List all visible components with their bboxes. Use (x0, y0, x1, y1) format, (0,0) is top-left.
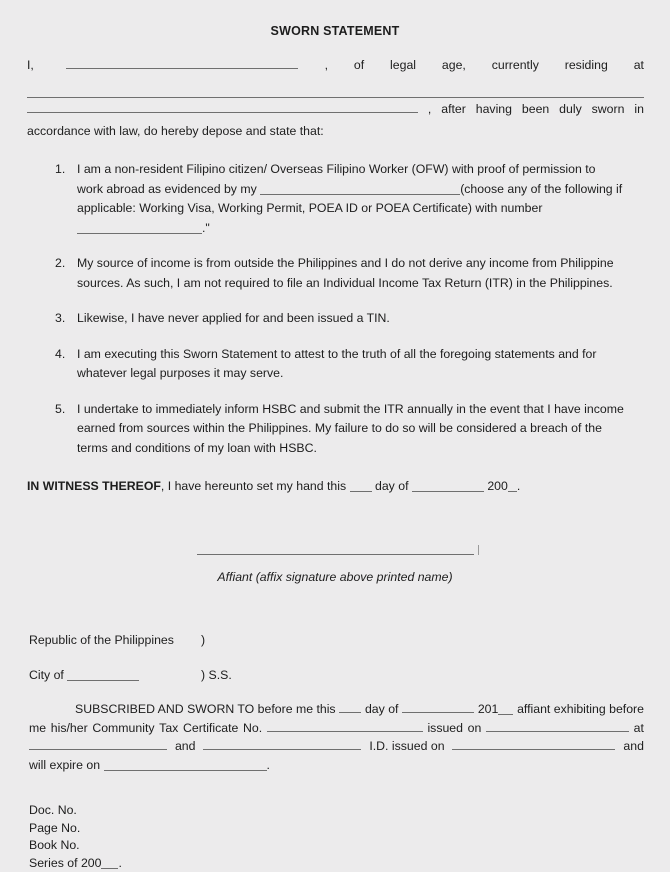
item-1-line-2 (77, 180, 644, 200)
jurat-line-2 (29, 719, 644, 738)
item-4-line-1: I am executing this Sworn Statement to attest to the truth of all the foregoing statements and for (77, 345, 644, 365)
city-blank[interactable] (67, 669, 139, 681)
doc-no-line: Doc. No. (29, 802, 644, 820)
witness-month-blank[interactable] (412, 480, 484, 492)
jurat-word-certificate: Certificate (183, 719, 238, 738)
city-label: City of (29, 668, 64, 682)
jurat-year-wrap (478, 700, 514, 719)
jurat-word-community: Community (92, 719, 154, 738)
item-4-line-2: whatever legal purposes it may serve. (77, 364, 644, 384)
intro-word-been: been (522, 98, 549, 120)
jurat-year-prefix: 201 (478, 702, 499, 716)
jurat-word-me: me (29, 719, 46, 738)
city-label-wrap (29, 665, 201, 685)
intro-closing-line: accordance with law, do hereby depose and state that: (27, 120, 644, 142)
notary-block (29, 630, 644, 774)
statement-list (27, 160, 644, 458)
page-no-line: Page No. (29, 820, 644, 838)
jurat-line-4 (29, 756, 644, 775)
signature-tick-mark (478, 545, 479, 555)
intro-word-age: age, (442, 54, 466, 76)
item-1-line-2-pre: work abroad as evidenced by my (77, 182, 257, 196)
jurat-word-no: No. (243, 719, 262, 738)
intro-comma-2: , (428, 98, 431, 120)
list-item (55, 254, 644, 293)
jurat-day-of-label: day of (365, 700, 399, 719)
jurat-expire-label: will expire on (29, 758, 100, 772)
jurat-and-2: and (623, 737, 644, 756)
intro-word-of: of (354, 54, 364, 76)
id-issued-on-blank[interactable] (452, 738, 615, 750)
witness-bold-lead: IN WITNESS THEREOF (27, 479, 161, 493)
intro-word-sworn: sworn (592, 98, 625, 120)
item-5-line-1: I undertake to immediately inform HSBC and submit the ITR annually in the event that I have income (77, 400, 644, 420)
jurat-id-label: I.D. issued on (369, 737, 444, 756)
intro-lead: I, (27, 54, 34, 76)
item-1-line-4-post: ." (202, 221, 210, 235)
id-type-blank[interactable] (203, 738, 361, 750)
jurat-day-blank[interactable] (339, 701, 361, 713)
affiant-name-blank[interactable] (66, 58, 298, 69)
jurat-line-3 (29, 737, 644, 756)
city-row (29, 665, 644, 685)
jurat-line-1 (29, 700, 644, 719)
intro-word-currently: currently (492, 54, 539, 76)
intro-word-legal: legal (390, 54, 416, 76)
item-3-line-1: Likewise, I have never applied for and been issued a TIN. (77, 309, 644, 329)
evidence-document-blank[interactable] (260, 183, 460, 195)
id-expiry-blank[interactable] (104, 759, 267, 771)
jurat-and-1: and (175, 737, 196, 756)
jurat-word-at: at (634, 719, 644, 738)
list-item (55, 400, 644, 459)
item-2-line-2: sources. As such, I am not required to file an Individual Income Tax Return (ITR) in the Philippines. (77, 274, 644, 294)
series-prefix: Series of 200 (29, 856, 101, 870)
witness-clause (27, 476, 644, 496)
list-item (55, 309, 644, 329)
ctc-issued-at-blank[interactable] (29, 738, 167, 750)
jurat-after-year-text: affiant exhibiting before (517, 700, 644, 719)
item-1-line-1: I am a non-resident Filipino citizen/ Overseas Filipino Worker (OFW) with proof of permission to (77, 160, 644, 180)
republic-paren: ) (201, 630, 205, 650)
signature-caption: Affiant (affix signature above printed name) (0, 570, 670, 584)
page-title: SWORN STATEMENT (0, 0, 670, 38)
signature-block (0, 540, 670, 598)
witness-period: . (517, 479, 520, 493)
address-blank-line-1[interactable] (27, 76, 644, 98)
witness-day-of-label: day of (375, 479, 409, 493)
book-no-line: Book No. (29, 837, 644, 855)
jurat-month-blank[interactable] (402, 701, 474, 713)
ctc-number-blank[interactable] (267, 720, 423, 732)
jurat-word-hisher: his/her (51, 719, 88, 738)
intro-comma: , (325, 54, 328, 76)
witness-day-blank[interactable] (350, 480, 372, 492)
republic-row (29, 630, 644, 650)
series-period: . (118, 856, 121, 870)
item-1-line-2-post: (choose any of the following if (460, 182, 622, 196)
intro-word-having: having (476, 98, 512, 120)
list-item (55, 345, 644, 384)
signature-line[interactable] (197, 554, 474, 555)
jurat-year-blank[interactable] (498, 703, 513, 715)
jurat-word-tax: Tax (159, 719, 178, 738)
jurat-word-issued: issued (427, 719, 463, 738)
permit-number-blank[interactable] (77, 222, 202, 234)
list-item (55, 160, 644, 238)
intro-word-residing: residing (565, 54, 608, 76)
intro-word-in: in (634, 98, 644, 120)
item-5-line-2: earned from sources within the Philippines. My failure to do so will be considered a breach of the (77, 419, 644, 439)
intro-word-after: after (441, 98, 466, 120)
republic-label: Republic of the Philippines (29, 630, 201, 650)
notarial-register-block (29, 802, 644, 872)
witness-mid-text: , I have hereunto set my hand this (161, 479, 346, 493)
jurat-paragraph (29, 700, 644, 774)
ctc-issued-on-blank[interactable] (486, 720, 629, 732)
intro-line-3 (27, 98, 644, 120)
jurat-lead-wrap (29, 700, 336, 719)
jurat-expire-period: . (267, 758, 270, 772)
intro-paragraph (27, 54, 644, 142)
item-1-line-4 (77, 219, 644, 239)
witness-year-prefix: 200 (487, 479, 508, 493)
address-blank-line-2[interactable] (27, 102, 418, 113)
witness-year-blank[interactable] (508, 480, 517, 492)
item-2-line-1: My source of income is from outside the Philippines and I do not derive any income from Philippine (77, 254, 644, 274)
intro-line-1 (27, 54, 644, 76)
item-1-line-3: applicable: Working Visa, Working Permit, POEA ID or POEA Certificate) with number (77, 199, 644, 219)
intro-word-at: at (634, 54, 644, 76)
series-line (29, 855, 644, 872)
item-5-line-3: terms and conditions of my loan with HSBC. (77, 439, 644, 459)
intro-word-duly: duly (559, 98, 582, 120)
city-paren-ss: ) S.S. (201, 665, 232, 685)
series-year-blank[interactable] (101, 857, 118, 869)
jurat-lead: SUBSCRIBED AND SWORN TO before me this (75, 702, 336, 716)
jurat-word-on: on (468, 719, 482, 738)
